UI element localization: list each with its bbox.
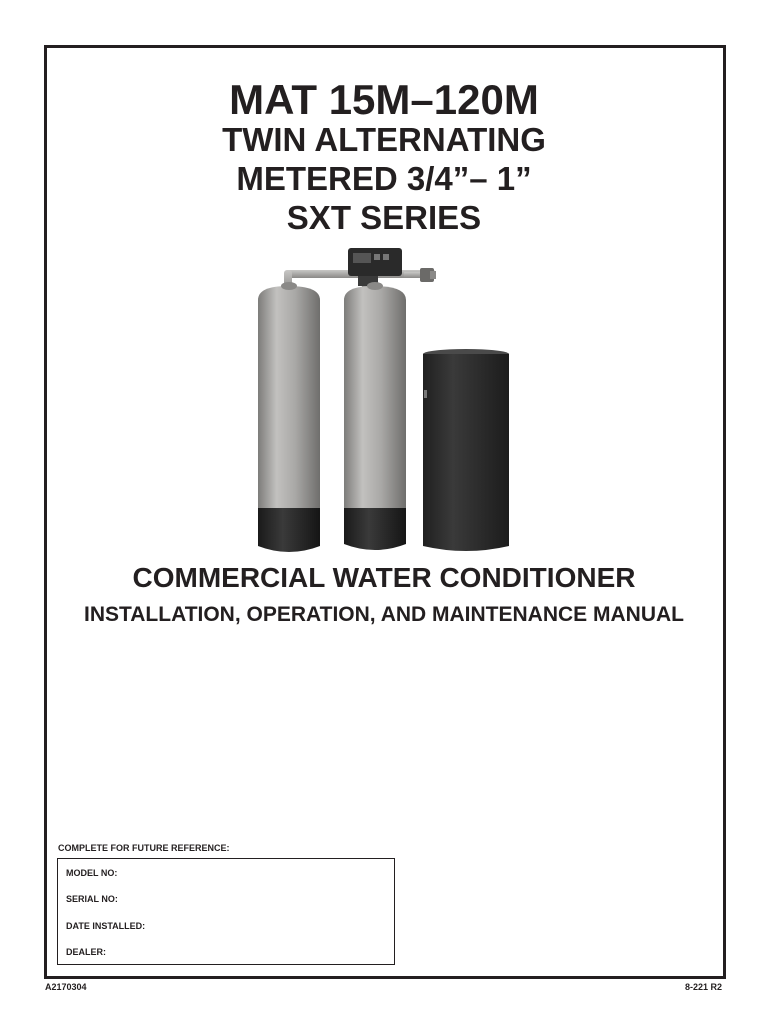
product-image bbox=[240, 240, 530, 560]
dealer-field: DEALER: bbox=[66, 947, 106, 957]
revision-number: 8-221 R2 bbox=[684, 982, 722, 992]
date-installed-field: DATE INSTALLED: bbox=[66, 921, 146, 931]
model-number-field: MODEL NO: bbox=[66, 868, 118, 878]
reference-form-box bbox=[57, 858, 395, 965]
subtitle-metered-size: METERED 3/4”– 1” bbox=[236, 160, 532, 197]
serial-number-field: SERIAL NO: bbox=[66, 894, 118, 904]
subtitle-twin-alternating: TWIN ALTERNATING bbox=[222, 121, 546, 158]
resin-tank-left bbox=[258, 282, 320, 552]
document-number: A2170304 bbox=[45, 982, 87, 992]
reference-label: COMPLETE FOR FUTURE REFERENCE: bbox=[58, 843, 230, 853]
subtitle-series: SXT SERIES bbox=[286, 199, 482, 236]
brine-tank bbox=[423, 349, 509, 551]
product-heading: COMMERCIAL WATER CONDITIONER bbox=[132, 562, 636, 593]
product-model-title: MAT 15M–120M bbox=[229, 76, 539, 123]
resin-tank-right bbox=[344, 282, 406, 550]
manual-heading: INSTALLATION, OPERATION, AND MAINTENANCE MANUAL bbox=[83, 603, 685, 626]
